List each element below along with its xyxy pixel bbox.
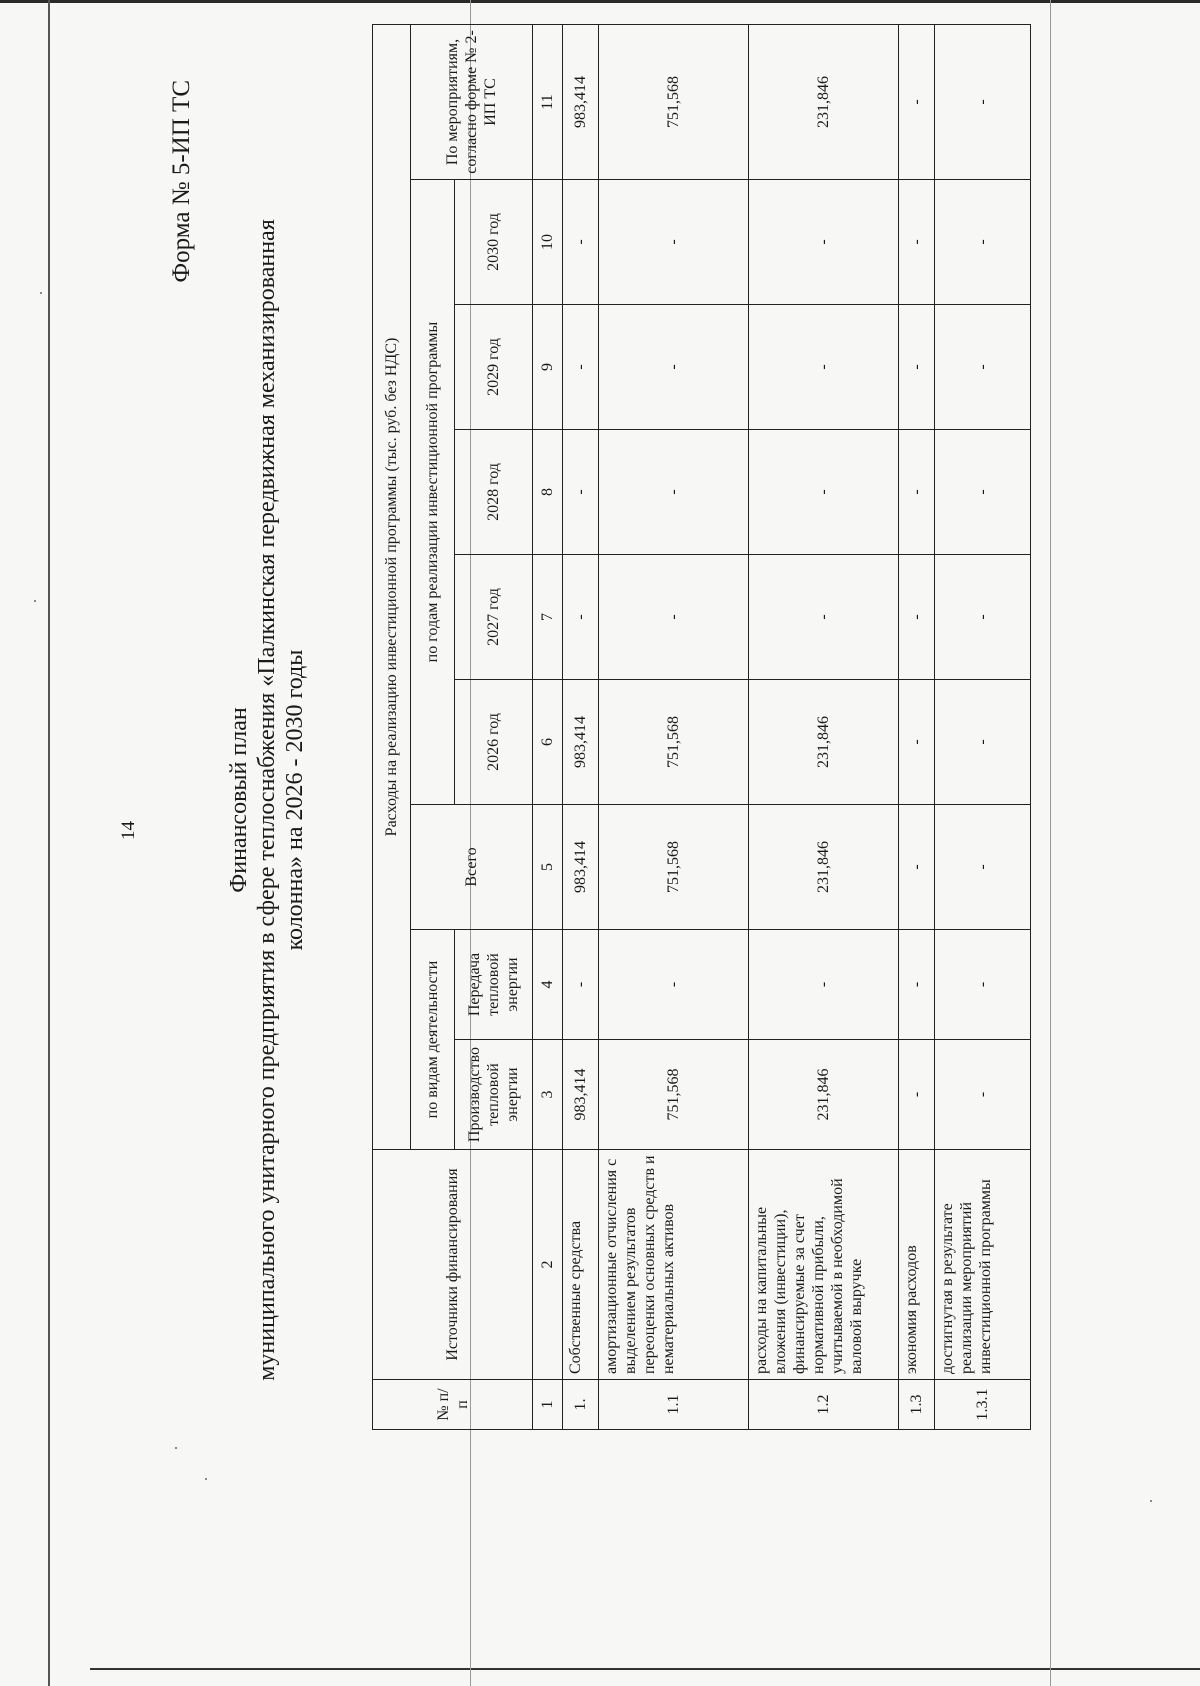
financial-plan-table (372, 24, 1031, 1430)
cell-2030: - (599, 180, 749, 305)
table-row (563, 24, 599, 1429)
document-title (225, 190, 309, 1410)
cell-2026: 751,568 (599, 680, 749, 805)
header-by-activity: по видам деятельности (411, 930, 455, 1150)
column-index: 11 (533, 24, 563, 179)
row-num: 1.3.1 (935, 1380, 1031, 1430)
cell-production: 751,568 (599, 1040, 749, 1150)
header-per-measures: По мероприятиям, согласно форме № 2-ИП ТС (411, 24, 533, 179)
header-year-2029: 2029 год (455, 305, 533, 430)
row-source: достигнутая в результате реализации мероприятий инвестиционной программы (935, 1150, 1031, 1380)
cell-2027: - (563, 555, 599, 680)
column-index: 4 (533, 930, 563, 1040)
page-number: 14 (118, 821, 139, 840)
column-index: 9 (533, 305, 563, 430)
column-index: 1 (533, 1380, 563, 1430)
cell-2026: 983,414 (563, 680, 599, 805)
row-source: расходы на капитальные вложения (инвестиции), финансируемые за счет нормативной прибыли, учитываемой в необходимой валовой выручке (749, 1150, 899, 1380)
form-label: Форма № 5-ИП ТС (168, 80, 195, 283)
cell-2030: - (563, 180, 599, 305)
header-by-years: по годам реализации инвестиционной программы (411, 180, 455, 805)
cell-transfer: - (563, 930, 599, 1040)
cell-2026: - (899, 680, 935, 805)
cell-2030: - (935, 180, 1031, 305)
cell-2026: - (935, 680, 1031, 805)
cell-2027: - (749, 555, 899, 680)
column-index: 8 (533, 430, 563, 555)
header-year-2030: 2030 год (455, 180, 533, 305)
scan-top-edge (0, 0, 1200, 14)
header-year-2028: 2028 год (455, 430, 533, 555)
cell-production: 983,414 (563, 1040, 599, 1150)
cell-2029: - (563, 305, 599, 430)
cell-2029: - (899, 305, 935, 430)
cell-2028: - (935, 430, 1031, 555)
cell-total: 231,846 (749, 805, 899, 930)
table-row (749, 24, 899, 1429)
column-index-row (533, 24, 563, 1429)
row-source: экономия расходов (899, 1150, 935, 1380)
cell-per-measures: - (935, 24, 1031, 179)
header-transfer: Передача тепловой энергии (455, 930, 533, 1040)
header-num: № п/п (373, 1380, 533, 1430)
header-year-2026: 2026 год (455, 680, 533, 805)
cell-transfer: - (935, 930, 1031, 1040)
cell-production: - (935, 1040, 1031, 1150)
table-row (599, 24, 749, 1429)
cell-2030: - (749, 180, 899, 305)
column-index: 5 (533, 805, 563, 930)
cell-per-measures: 751,568 (599, 24, 749, 179)
cell-transfer: - (599, 930, 749, 1040)
cell-2028: - (599, 430, 749, 555)
header-production: Производство тепловой энергии (455, 1040, 533, 1150)
column-index: 7 (533, 555, 563, 680)
column-index: 2 (533, 1150, 563, 1380)
row-num: 1. (563, 1380, 599, 1430)
column-index: 6 (533, 680, 563, 805)
row-source: амортизационные отчисления с выделением результатов переоценки основных средств и нематериальных активов (599, 1150, 749, 1380)
cell-production: - (899, 1040, 935, 1150)
cell-per-measures: 231,846 (749, 24, 899, 179)
cell-2027: - (935, 555, 1031, 680)
header-total: Всего (411, 805, 533, 930)
cell-2028: - (749, 430, 899, 555)
header-source: Источники финансирования (373, 1150, 533, 1380)
cell-2030: - (899, 180, 935, 305)
cell-2027: - (599, 555, 749, 680)
column-index: 3 (533, 1040, 563, 1150)
cell-transfer: - (749, 930, 899, 1040)
cell-total: 751,568 (599, 805, 749, 930)
cell-transfer: - (899, 930, 935, 1040)
cell-2026: 231,846 (749, 680, 899, 805)
row-num: 1.3 (899, 1380, 935, 1430)
header-year-2027: 2027 год (455, 555, 533, 680)
title-line-1: Финансовый план (226, 707, 252, 893)
row-num: 1.1 (599, 1380, 749, 1430)
column-index: 10 (533, 180, 563, 305)
table-row (899, 24, 935, 1429)
cell-2027: - (899, 555, 935, 680)
cell-per-measures: 983,414 (563, 24, 599, 179)
title-line-2: муниципального унитарного предприятия в сфере теплоснабжения «Палкинская передвижная механизированная (254, 219, 280, 1381)
header-expenses: Расходы на реализацию инвестиционной программы (тыс. руб. без НДС) (373, 24, 411, 1149)
table-row (935, 24, 1031, 1429)
cell-2028: - (899, 430, 935, 555)
cell-2028: - (563, 430, 599, 555)
cell-per-measures: - (899, 24, 935, 179)
row-num: 1.2 (749, 1380, 899, 1430)
title-line-3: колонна» на 2026 - 2030 годы (282, 649, 308, 951)
cell-2029: - (599, 305, 749, 430)
cell-total: 983,414 (563, 805, 599, 930)
cell-2029: - (935, 305, 1031, 430)
cell-total: - (899, 805, 935, 930)
cell-2029: - (749, 305, 899, 430)
cell-production: 231,846 (749, 1040, 899, 1150)
cell-total: - (935, 805, 1031, 930)
rotated-page (0, 30, 1200, 1670)
row-source: Собственные средства (563, 1150, 599, 1380)
